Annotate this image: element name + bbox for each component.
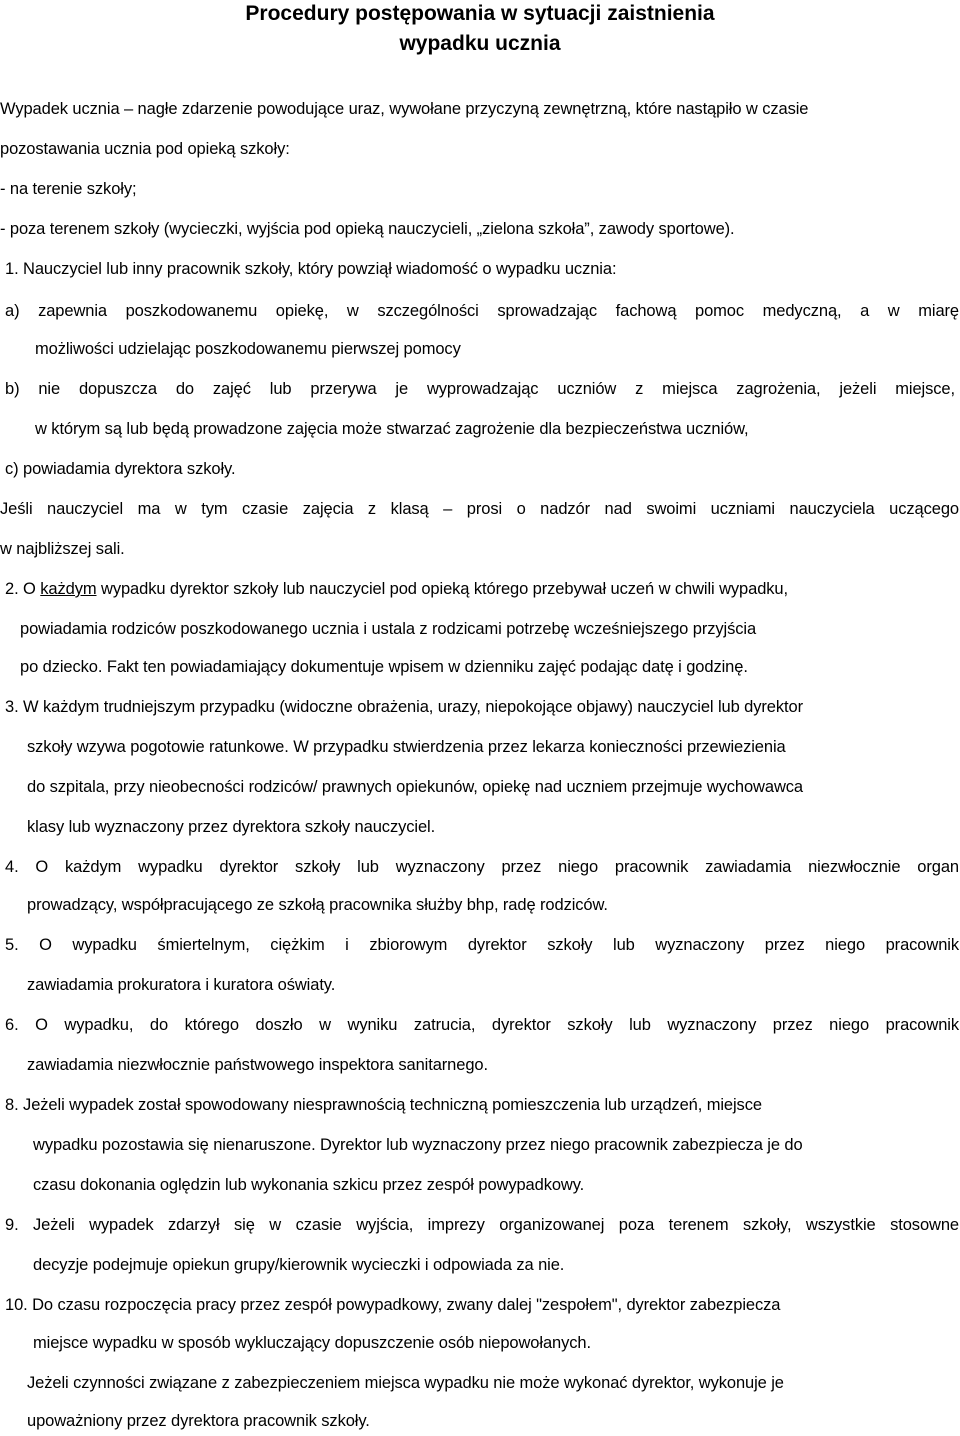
point-3-line-4: klasy lub wyznaczony przez dyrektora szkoły nauczyciel. — [27, 818, 436, 836]
point-10-line-3: Jeżeli czynności związane z zabezpieczeniem miejsca wypadku nie może wykonać dyrektor, wykonuje je — [27, 1374, 784, 1392]
point-8-line-2: wypadku pozostawia się nienaruszone. Dyrektor lub wyznaczony przez niego pracownik zabezpiecza je do — [33, 1136, 803, 1154]
point-1-heading: 1. Nauczyciel lub inny pracownik szkoły, który powziął wiadomość o wypadku ucznia: — [5, 260, 617, 278]
point-1-b-line-1: b) nie dopuszcza do zajęć lub przerywa je wyprowadzając uczniów z miejsca zagrożenia, jeżeli miejsce, — [5, 380, 955, 398]
intro-bullet-on-premises: - na terenie szkoły; — [0, 180, 137, 198]
point-5-line-1: 5. O wypadku śmiertelnym, ciężkim i zbiorowym dyrektor szkoły lub wyznaczony przez niego pracownik — [5, 936, 959, 954]
point-3-line-3: do szpitala, przy nieobecności rodziców/ prawnych opiekunów, opiekę nad uczniem przejmuje wychowawca — [27, 778, 803, 796]
point-3-line-2: szkoły wzywa pogotowie ratunkowe. W przypadku stwierdzenia przez lekarza konieczności przewiezienia — [27, 738, 786, 756]
point-6-line-1: 6. O wypadku, do którego doszło w wyniku zatrucia, dyrektor szkoły lub wyznaczony przez niego pracownik — [5, 1016, 959, 1034]
point-10-line-1: 10. Do czasu rozpoczęcia pracy przez zespół powypadkowy, zwany dalej "zespołem", dyrektor zabezpiecza — [5, 1296, 781, 1314]
point-1-note-line-2: w najbliższej sali. — [0, 540, 125, 558]
point-9-line-1: 9. Jeżeli wypadek zdarzył się w czasie wyjścia, imprezy organizowanej poza terenem szkoły, wszystkie stosowne — [5, 1216, 959, 1234]
point-6-line-2: zawiadamia niezwłocznie państwowego inspektora sanitarnego. — [27, 1056, 488, 1074]
point-10-line-4: upoważniony przez dyrektora pracownik szkoły. — [27, 1412, 370, 1430]
point-4-line-1: 4. O każdym wypadku dyrektor szkoły lub wyznaczony przez niego pracownik zawiadamia niezwłocznie organ — [5, 858, 959, 876]
point-1-note-line-1: Jeśli nauczyciel ma w tym czasie zajęcia z klasą – prosi o nadzór nad swoimi uczniami nauczyciela uczącego — [0, 500, 959, 518]
point-8-line-3: czasu dokonania oględzin lub wykonania szkicu przez zespół powypadkowy. — [33, 1176, 585, 1194]
intro-definition-line-1: Wypadek ucznia – nagłe zdarzenie powodujące uraz, wywołane przyczyną zewnętrzną, które nastąpiło w czasie — [0, 100, 809, 118]
point-1-a-line-2: możliwości udzielając poszkodowanemu pierwszej pomocy — [35, 340, 461, 358]
point-9-line-2: decyzje podejmuje opiekun grupy/kierownik wycieczki i odpowiada za nie. — [33, 1256, 565, 1274]
point-3-line-1: 3. W każdym trudniejszym przypadku (widoczne obrażenia, urazy, niepokojące objawy) nauczyciel lub dyrektor — [5, 698, 803, 716]
point-2-line-1-start: 2. O — [5, 580, 41, 598]
point-2-line-2: powiadamia rodziców poszkodowanego ucznia i ustala z rodzicami potrzebę wcześniejszego przyjścia — [20, 620, 757, 638]
point-2-line-1-end: wypadku dyrektor szkoły lub nauczyciel pod opieką którego przebywał uczeń w chwili wypadku, — [96, 580, 788, 598]
point-8-line-1: 8. Jeżeli wypadek został spowodowany niesprawnością techniczną pomieszczenia lub urządzeń, miejsce — [5, 1096, 762, 1114]
point-1-c: c) powiadamia dyrektora szkoły. — [5, 460, 236, 478]
point-1-a-line-1: a) zapewnia poszkodowanemu opiekę, w szczególności sprowadzając fachową pomoc medyczną, a w miarę — [5, 302, 959, 320]
intro-bullet-off-premises: - poza terenem szkoły (wycieczki, wyjścia pod opieką nauczycieli, „zielona szkoła”, zawody sportowe). — [0, 220, 735, 238]
point-1-b-line-2: w którym są lub będą prowadzone zajęcia może stwarzać zagrożenie dla bezpieczeństwa uczniów, — [35, 420, 749, 438]
point-2-line-3: po dziecko. Fakt ten powiadamiający dokumentuje wpisem w dzienniku zajęć podając datę i godzinę. — [20, 658, 748, 676]
intro-definition-line-2: pozostawania ucznia pod opieką szkoły: — [0, 140, 290, 158]
document-title-line-2: wypadku ucznia — [399, 32, 561, 55]
document-title-line-1: Procedury postępowania w sytuacji zaistnienia — [245, 2, 715, 25]
point-5-line-2: zawiadamia prokuratora i kuratora oświaty. — [27, 976, 336, 994]
point-10-line-2: miejsce wypadku w sposób wykluczający dopuszczenie osób niepowołanych. — [33, 1334, 591, 1352]
point-2-line-1 — [5, 578, 788, 600]
point-2-underlined-word: każdym — [40, 580, 97, 598]
point-4-line-2: prowadzący, współpracującego ze szkołą pracownika służby bhp, radę rodziców. — [27, 896, 608, 914]
